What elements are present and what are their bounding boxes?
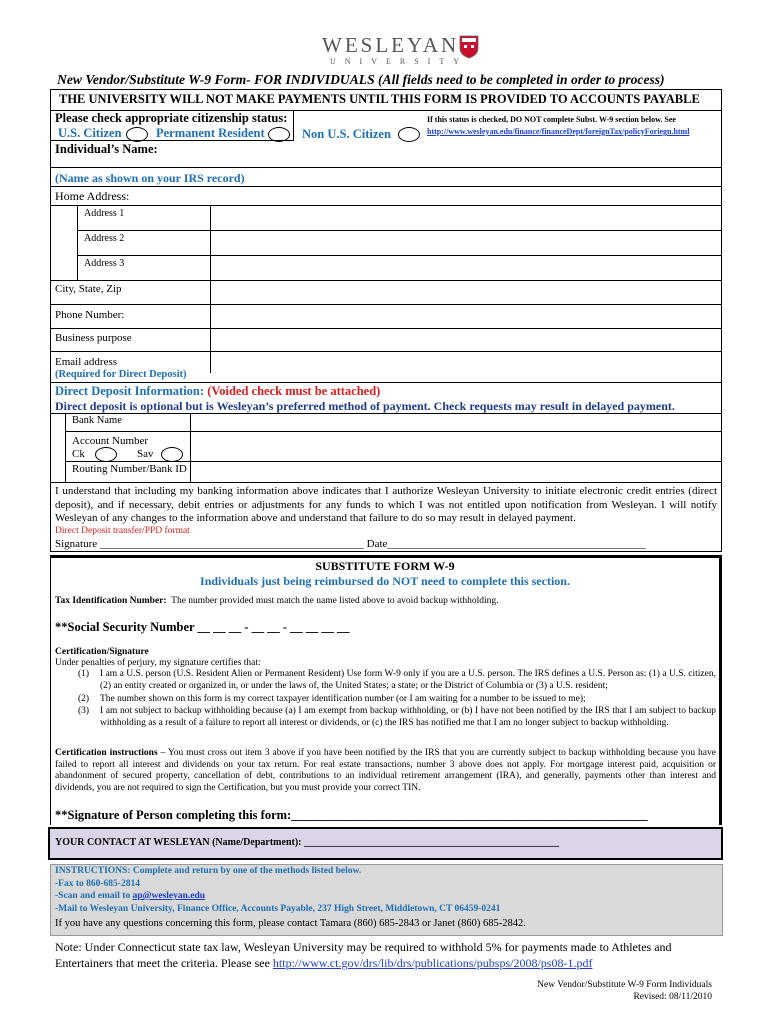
cert-item-1-num: (1) — [78, 669, 90, 679]
non-us-note: If this status is checked, DO NOT complete Subst. W-9 section below. See — [427, 115, 676, 124]
us-citizen-label: U.S. Citizen — [58, 126, 122, 140]
savings-label: Sav — [137, 448, 154, 460]
wesleyan-logo — [322, 33, 482, 69]
banner-text: THE UNIVERSITY WILL NOT MAKE PAYMENTS UNTIL THIS FORM IS PROVIDED TO ACCOUNTS PAYABLE — [59, 92, 700, 106]
deposit-signature-line[interactable]: Signature ________________________________________________ Date_______________________________________________ — [55, 538, 646, 550]
cert-instr-text: – You must cross out item 3 above if you have been notified by the IRS that you are currently subject to backup withholding because you have failed to report all interest and dividends on your tax return. For real estate transactions, number 3 above does not apply. For mortgage interest paid, acquisition or abandonment of secured property, cancellation of debt, contributions to an individual retirement arrangement (IRA), and generally, payments other than interest and dividends, you are not required to sign the Certification, but you must provide your correct TIN. — [55, 748, 716, 794]
w9-title: SUBSTITUTE FORM W-9 — [315, 559, 455, 573]
non-us-citizen-label: Non U.S. Citizen — [302, 127, 391, 141]
account-number-label: Account Number — [72, 435, 149, 447]
instructions-scan — [55, 891, 205, 901]
ap-email-link[interactable]: ap@wesleyan.edu — [132, 891, 206, 901]
name-note: (Name as shown on your IRS record) — [55, 171, 245, 185]
instructions-fax: -Fax to 860-685-2814 — [55, 879, 140, 889]
certification-instructions — [55, 748, 716, 795]
address-2-label: Address 2 — [84, 233, 125, 244]
individual-name-label: Individual’s Name: — [55, 142, 158, 156]
ct-tax-note — [55, 939, 723, 971]
tin-text: The number provided must match the name listed above to avoid backup withholding. — [171, 596, 499, 606]
foreign-tax-policy-link[interactable]: http://www.wesleyan.edu/finance/financeDept/foreignTax/policyForiegn.html — [427, 127, 690, 136]
instructions-mail: -Mail to Wesleyan University, Finance Office, Accounts Payable, 237 High Street, Middletown, CT 06459-0241 — [55, 904, 501, 914]
certification-intro: Under penalties of perjury, my signature certifies that: — [55, 658, 261, 668]
direct-deposit-optional: Direct deposit is optional but is Wesleyan’s preferred method of payment. Check requests may result in delayed payment. — [55, 399, 675, 413]
instructions-scan-text: -Scan and email to — [55, 891, 133, 901]
checking-checkbox[interactable] — [95, 447, 117, 462]
cert-instr-label: Certification instructions — [55, 748, 158, 758]
direct-deposit-title — [55, 384, 380, 399]
cert-item-1-text: I am a U.S. person (U.S. Resident Alien or Permanent Resident) Use form W-9 only if you are a U.S. person. The IRS defines a U.S. Person as: (1) a U.S. citizen, (2) an entity created or organized in, or under the laws of, the United States; a state; or the District of Columbia or (3) a U.S. resident; — [100, 669, 716, 691]
cert-item-2 — [78, 694, 716, 706]
email-label: Email address — [55, 356, 118, 368]
ssn-field[interactable]: **Social Security Number __ __ __ - __ __ - __ __ __ __ — [55, 620, 350, 634]
direct-deposit-title-note: (Voided check must be attached) — [207, 384, 381, 398]
checking-label: Ck — [72, 448, 85, 460]
authorization-text: I understand that including my banking information above indicates that I authorize Wesleyan University to initiate electronic credit entries (direct deposit), and if necessary, debit entries or adjustments for any funds to which I was not entitled upon notification from Wesleyan. I will notify Wesleyan of any changes to the information above and understand that failure to do so may result in delayed payment. — [55, 485, 717, 524]
instructions-title: INSTRUCTIONS: Complete and return by one of the methods listed below. — [55, 866, 362, 876]
tin-label: Tax Identification Number: — [55, 596, 167, 606]
w9-subtitle: Individuals just being reimbursed do NOT need to complete this section. — [200, 574, 570, 588]
permanent-resident-label: Permanent Resident — [156, 126, 265, 140]
ct-tax-link[interactable]: http://www.ct.gov/drs/lib/drs/publications/pubsps/2008/ps08-1.pdf — [272, 956, 593, 970]
non-us-citizen-checkbox[interactable] — [398, 127, 420, 142]
person-signature-line[interactable]: **Signature of Person completing this form:_________________________________________________________ — [55, 808, 648, 822]
city-state-zip-label: City, State, Zip — [55, 283, 122, 295]
cert-item-3 — [78, 706, 716, 729]
savings-checkbox[interactable] — [161, 447, 183, 462]
contact-label[interactable]: YOUR CONTACT AT WESLEYAN (Name/Department): ___________________________________________________ — [55, 837, 559, 848]
ppd-format-note: Direct Deposit transfer/PPD format — [55, 526, 190, 536]
email-note: (Required for Direct Deposit) — [55, 369, 187, 380]
footer-revised: Revised: 08/11/2010 — [633, 992, 712, 1002]
form-title: New Vendor/Substitute W-9 Form- FOR INDIVIDUALS (All fields need to be completed in order to process) — [57, 72, 665, 87]
citizenship-prompt: Please check appropriate citizenship status: — [55, 111, 288, 125]
footer-title: New Vendor/Substitute W-9 Form Individuals — [537, 980, 712, 990]
crest-icon — [459, 35, 479, 59]
ct-tax-note-text: Note: Under Connecticut state tax law, Wesleyan University may be required to withhold 5% for payments made to Athletes and Entertainers that meet the criteria. Please see — [55, 940, 672, 970]
instructions-mail-text: Mail to Wesleyan University, Finance Office, Accounts Payable, 237 High Street, Middletown, CT 06459-0241 — [58, 904, 501, 914]
cert-item-2-num: (2) — [78, 694, 90, 704]
instructions-questions: If you have any questions concerning this form, please contact Tamara (860) 685-2843 or Janet (860) 685-2842. — [55, 918, 526, 929]
direct-deposit-title-text: Direct Deposit Information: — [55, 384, 205, 398]
cert-item-1 — [78, 669, 716, 692]
cert-item-3-num: (3) — [78, 706, 90, 716]
logo-sub: UNIVERSITY — [330, 57, 468, 66]
business-purpose-label: Business purpose — [55, 332, 132, 344]
phone-label: Phone Number: — [55, 309, 125, 321]
bank-name-label: Bank Name — [72, 415, 122, 426]
certification-title: Certification/Signature — [55, 647, 149, 657]
address-1-label: Address 1 — [84, 208, 125, 219]
cert-item-2-text: The number shown on this form is my correct taxpayer identification number (or I am waiting for a number to be issued to me); — [100, 694, 586, 704]
tin-line — [55, 596, 499, 606]
cert-item-3-text: I am not subject to backup withholding because (a) I am exempt from backup withholding, or (b) I have not been notified by the IRS that I am subject to backup withholding as a result of a failure to report all interest or dividends, or (c) the IRS has notified me that I am no longer subject to backup withholding. — [100, 706, 716, 728]
routing-number-label: Routing Number/Bank ID — [72, 463, 187, 475]
address-3-label: Address 3 — [84, 258, 125, 269]
logo-name: WESLEYAN — [322, 33, 460, 57]
home-address-label: Home Address: — [55, 189, 130, 203]
